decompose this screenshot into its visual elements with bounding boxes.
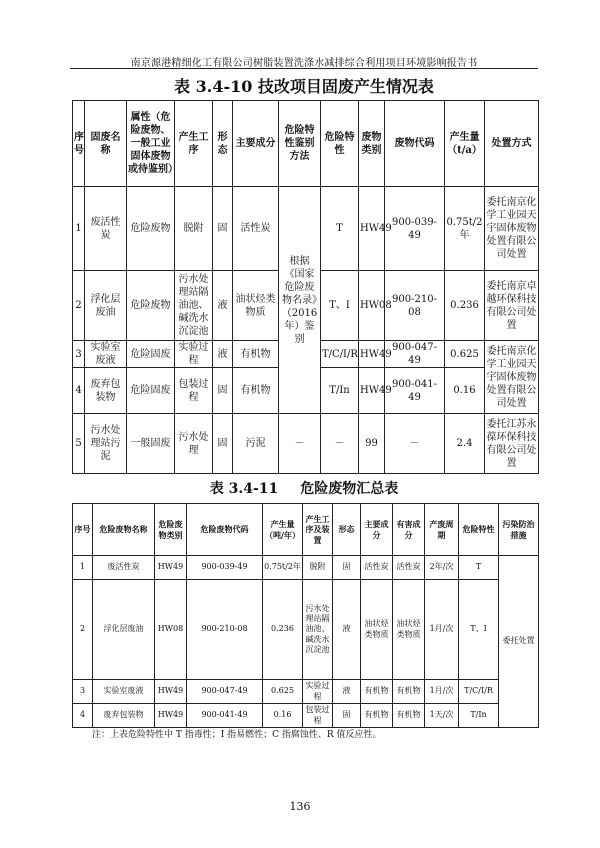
t1-cell: 固 — [213, 414, 233, 474]
t2-header-cell: 危险特性 — [459, 504, 499, 556]
table-row — [73, 556, 539, 580]
t1-cell: 0.625 — [445, 341, 485, 368]
t2-cell: 脱附 — [303, 556, 333, 580]
t2-cell: 液 — [333, 580, 361, 680]
t2-header-cell: 产生工序及装置 — [303, 504, 333, 556]
t1-header-cell: 序号 — [73, 101, 85, 187]
t1-header-cell: 废物类别 — [359, 101, 385, 187]
t2-cell: 液 — [333, 680, 361, 704]
t1-header-cell: 固废名称 — [85, 101, 127, 187]
table1-header-row — [73, 101, 539, 187]
t1-cell: 有机物 — [233, 341, 279, 368]
t2-cell: 活性炭 — [361, 556, 393, 580]
t2-cell: 固 — [333, 704, 361, 728]
t1-cell: T/C/I/R — [321, 341, 359, 368]
t2-cell: 900-210-08 — [187, 580, 263, 680]
t2-cell: 固 — [333, 556, 361, 580]
t1-cell: 活性炭 — [233, 187, 279, 271]
t2-cell: 有机物 — [393, 680, 425, 704]
t1-cell: 液 — [213, 271, 233, 341]
t2-cell: T/C/I/R — [459, 680, 499, 704]
t2-cell: 油状烃类物质 — [393, 580, 425, 680]
table2-title-number: 表 3.4-11 — [209, 481, 279, 497]
t1-cell: 包装过程 — [175, 368, 213, 414]
t1-cell: HW49 — [359, 341, 385, 368]
t1-cell: T、I — [321, 271, 359, 341]
t2-cell: 900-047-49 — [187, 680, 263, 704]
t2-cell: 有机物 — [361, 680, 393, 704]
t1-header-cell: 危险特性鉴别方法 — [279, 101, 321, 187]
table2-header-row — [73, 504, 539, 556]
t1-cell: 1 — [73, 187, 85, 271]
t1-cell: 5 — [73, 414, 85, 474]
t1-cell: 危险固废 — [127, 368, 175, 414]
t2-cell: 实验过程 — [303, 680, 333, 704]
t1-cell: 4 — [73, 368, 85, 414]
t1-cell: 污泥 — [233, 414, 279, 474]
t2-header-cell: 序号 — [73, 504, 93, 556]
t2-cell: 1月/次 — [425, 680, 459, 704]
t2-cell: 有机物 — [393, 704, 425, 728]
t1-cell: HW49 — [359, 368, 385, 414]
document-header: 南京源港精细化工有限公司树脂装置洗涤水减排综合利用项目环境影响报告书 — [130, 58, 478, 69]
t1-cell: 废活性炭 — [85, 187, 127, 271]
t2-header-cell: 污染防治措施 — [499, 504, 539, 556]
table-row — [73, 704, 539, 728]
t2-cell: 0.625 — [263, 680, 303, 704]
t1-cell: 900-039-49 — [385, 187, 445, 271]
t1-disposal-cell: 委托南京化学工业园天宇固体废物处置有限公司处置 — [485, 187, 539, 271]
t2-cell: 活性炭 — [393, 556, 425, 580]
t1-header-cell: 产生量（t/a） — [445, 101, 485, 187]
table-row — [73, 680, 539, 704]
table1-title: 表 3.4-10 技改项目固废产生情况表 — [174, 77, 434, 96]
t2-cell: 废活性炭 — [93, 556, 155, 580]
t2-cell: 900-041-49 — [187, 704, 263, 728]
t1-header-cell: 处置方式 — [485, 101, 539, 187]
t1-header-cell: 产生工序 — [175, 101, 213, 187]
t2-cell: HW49 — [155, 680, 187, 704]
t1-disposal-cell: 委托南京化学工业园天宇固体废物处置有限公司处置 — [485, 341, 539, 414]
t2-cell: 包装过程 — [303, 704, 333, 728]
t2-cell: HW49 — [155, 704, 187, 728]
t1-cell: 脱附 — [175, 187, 213, 271]
t1-method-cell: 根据《国家危险废物名录》（2016年）鉴别 — [279, 187, 321, 414]
t1-cell: － — [385, 414, 445, 474]
t2-cell: 1月/次 — [425, 580, 459, 680]
t2-measure-cell: 委托处置 — [499, 556, 539, 728]
t1-cell: 99 — [359, 414, 385, 474]
t2-cell: 有机物 — [361, 704, 393, 728]
t1-cell: 污水处理站隔油池、碱洗水沉淀池 — [175, 271, 213, 341]
t2-cell: 2年/次 — [425, 556, 459, 580]
t1-header-cell: 危险特性 — [321, 101, 359, 187]
t1-cell: HW08 — [359, 271, 385, 341]
t1-header-cell: 废物代码 — [385, 101, 445, 187]
table-row — [73, 414, 539, 474]
t2-header-cell: 主要成分 — [361, 504, 393, 556]
t1-cell: HW49 — [359, 187, 385, 271]
t2-header-cell: 危险废物代码 — [187, 504, 263, 556]
t2-header-cell: 形态 — [333, 504, 361, 556]
table2-title-text: 危险废物汇总表 — [300, 481, 399, 497]
table-row — [73, 187, 539, 271]
solid-waste-table — [72, 100, 539, 474]
t2-cell: 污水处理站隔油池、碱洗水沉淀池 — [303, 580, 333, 680]
t1-cell: － — [279, 414, 321, 474]
t1-cell: 危险废物 — [127, 187, 175, 271]
page-number: 136 — [289, 800, 311, 813]
t1-cell: 900-210-08 — [385, 271, 445, 341]
t1-cell: － — [321, 414, 359, 474]
t1-header-cell: 属性（危险废物、一般工业固体废物或待鉴别） — [127, 101, 175, 187]
t1-cell: 污水处理站污泥 — [85, 414, 127, 474]
hazardous-waste-summary-table — [72, 503, 539, 728]
t2-cell: 废弃包装物 — [93, 704, 155, 728]
t2-header-cell: 危险废物名称 — [93, 504, 155, 556]
table-row — [73, 580, 539, 680]
t2-cell: 1天/次 — [425, 704, 459, 728]
t2-cell: 0.236 — [263, 580, 303, 680]
t2-cell: 浮化层废油 — [93, 580, 155, 680]
t1-disposal-cell: 委托南京卓越环保科技有限公司处置 — [485, 271, 539, 341]
t1-cell: 危险废物 — [127, 271, 175, 341]
t1-header-cell: 形态 — [213, 101, 233, 187]
t1-cell: 浮化层废油 — [85, 271, 127, 341]
t1-cell: 污水处理 — [175, 414, 213, 474]
t1-header-cell: 主要成分 — [233, 101, 279, 187]
t1-cell: 废弃包装物 — [85, 368, 127, 414]
t1-cell: 0.16 — [445, 368, 485, 414]
t1-cell: 900-041-49 — [385, 368, 445, 414]
t2-header-cell: 产生量（吨/年） — [263, 504, 303, 556]
t1-cell: 有机物 — [233, 368, 279, 414]
t1-cell: 液 — [213, 341, 233, 368]
t2-cell: 实验室废液 — [93, 680, 155, 704]
table2-title — [70, 478, 538, 498]
t1-cell: 2.4 — [445, 414, 485, 474]
t1-cell: 实验过程 — [175, 341, 213, 368]
t2-cell: T/In — [459, 704, 499, 728]
t1-cell: 一般固废 — [127, 414, 175, 474]
t2-cell: 3 — [73, 680, 93, 704]
t2-cell: 900-039-49 — [187, 556, 263, 580]
t1-cell: 3 — [73, 341, 85, 368]
t2-header-cell: 有害成分 — [393, 504, 425, 556]
t2-cell: 4 — [73, 704, 93, 728]
t1-cell: 实验室废液 — [85, 341, 127, 368]
t1-cell: 0.236 — [445, 271, 485, 341]
t2-cell: 油状烃类物质 — [361, 580, 393, 680]
t1-disposal-cell: 委托江苏永葆环保科技有限公司处置 — [485, 414, 539, 474]
t2-cell: 1 — [73, 556, 93, 580]
t1-cell: 固 — [213, 187, 233, 271]
t1-cell: 2 — [73, 271, 85, 341]
t2-cell: HW08 — [155, 580, 187, 680]
t2-cell: T — [459, 556, 499, 580]
t2-cell: 0.16 — [263, 704, 303, 728]
t1-cell: 900-047-49 — [385, 341, 445, 368]
t2-cell: 0.75t/2年 — [263, 556, 303, 580]
t1-cell: 油状烃类物质 — [233, 271, 279, 341]
t2-header-cell: 产废周期 — [425, 504, 459, 556]
t2-header-cell: 危险废物类别 — [155, 504, 187, 556]
t1-cell: T/In — [321, 368, 359, 414]
t2-cell: T、I — [459, 580, 499, 680]
t2-cell: 2 — [73, 580, 93, 680]
t2-cell: HW49 — [155, 556, 187, 580]
t1-cell: T — [321, 187, 359, 271]
t1-cell: 固 — [213, 368, 233, 414]
table-note: 注：上表危险特性中 T 指毒性；I 指易燃性；C 指腐蚀性、R 值反应性。 — [92, 730, 382, 740]
header-divider — [70, 68, 538, 69]
t1-cell: 0.75t/2年 — [445, 187, 485, 271]
t1-cell: 危险固废 — [127, 341, 175, 368]
